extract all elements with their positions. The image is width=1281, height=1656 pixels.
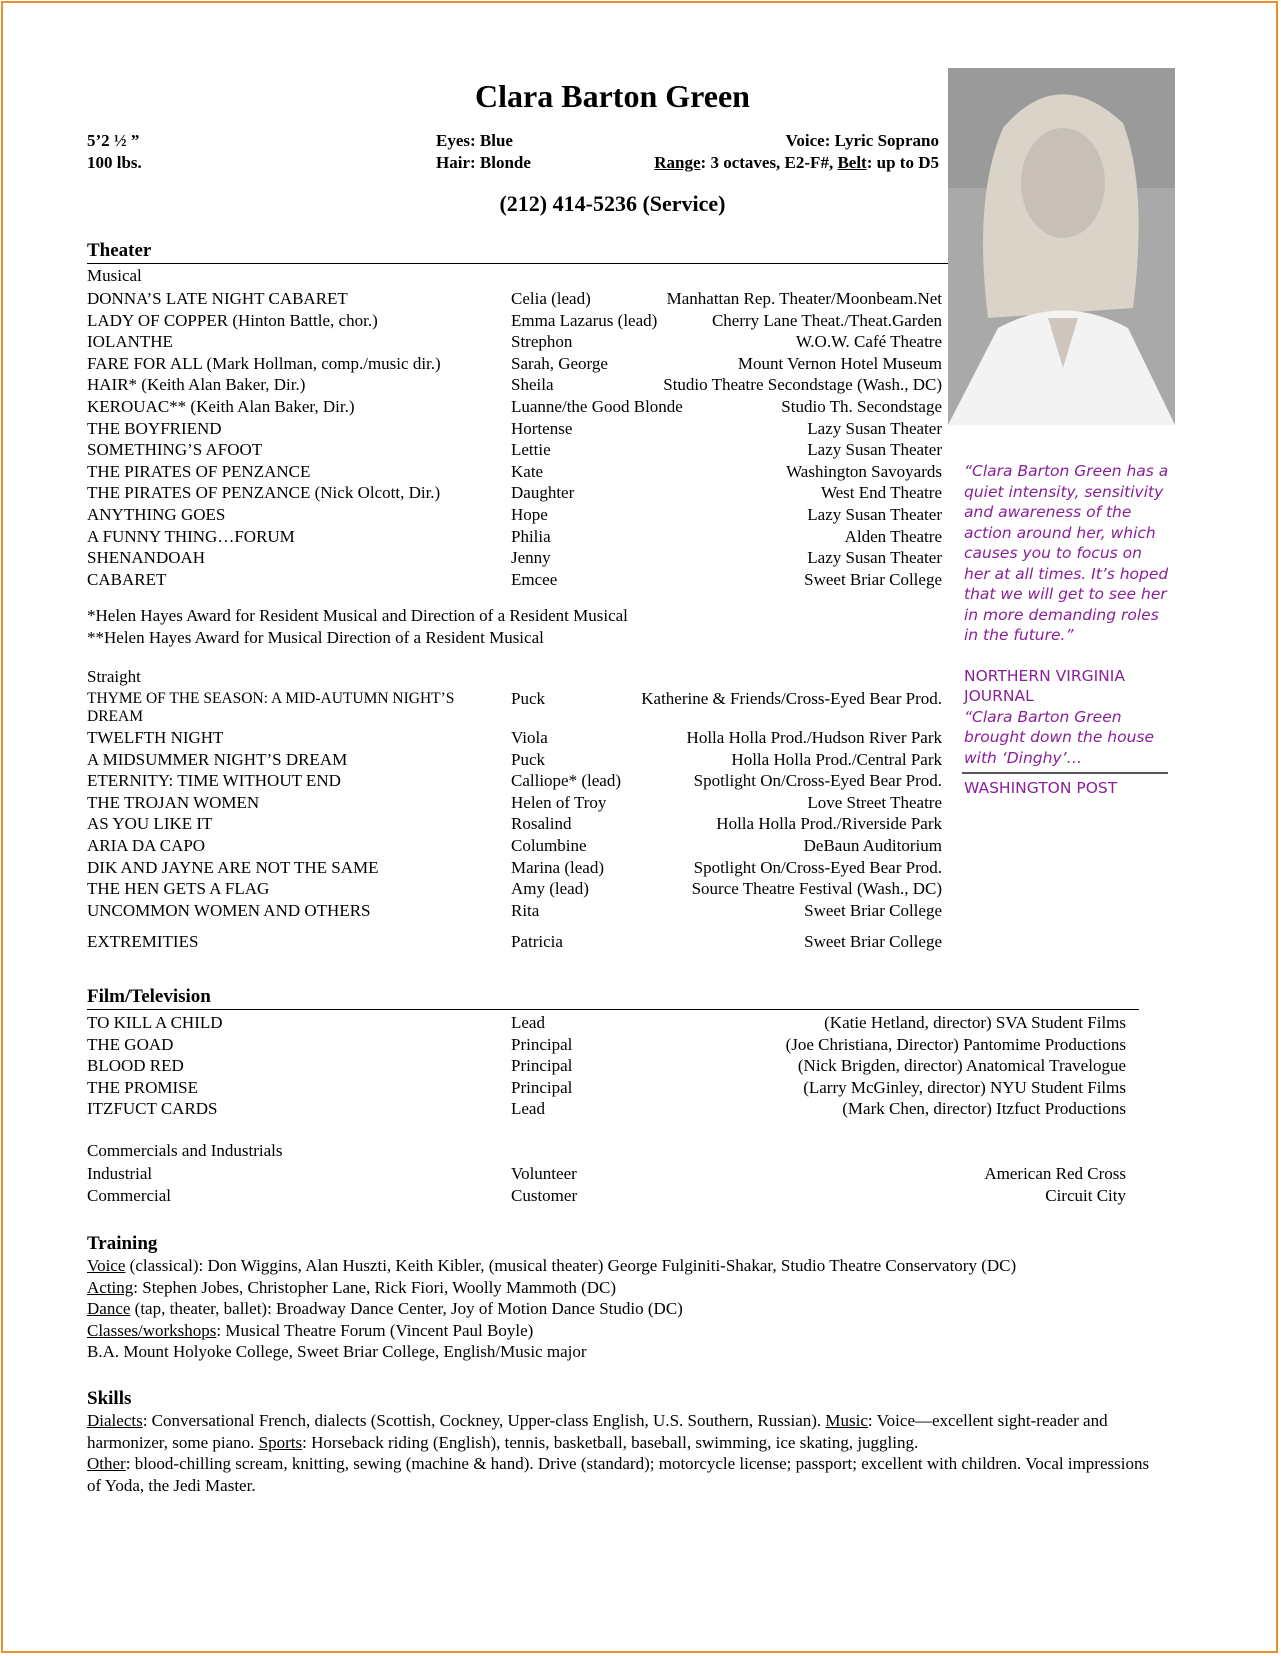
credit-title: SOMETHING’S AFOOT (87, 440, 263, 460)
credit-title: ARIA DA CAPO (87, 836, 206, 855)
other-text: : blood-chilling scream, knitting, sewing (machine & hand). Drive (standard); motorcycle license; passport; excellent with children. Vocal impressions of Yoda, the Jedi Master. (87, 1454, 1150, 1495)
credit-title: BLOOD RED (87, 1056, 184, 1076)
vocal-range (654, 153, 939, 173)
voice-label: Voice (87, 1256, 126, 1275)
credit-venue: Love Street Theatre (807, 792, 942, 812)
credit-venue: Sweet Briar College (804, 900, 942, 920)
belt-text: : up to D5 (866, 153, 939, 172)
credit-title-continued: DREAM (87, 708, 143, 725)
credit-title: CABARET (87, 569, 167, 589)
credit-title: FARE FOR ALL (Mark Hollman, comp./music dir.) (87, 353, 441, 373)
press-quotes (964, 461, 1170, 799)
quote-divider (962, 772, 1168, 774)
credit-title: HAIR* (Keith Alan Baker, Dir.) (87, 375, 306, 395)
credit-title: THYME OF THE SEASON: A MID-AUTUMN NIGHT’S (87, 690, 455, 707)
credit-role: Rita (511, 900, 540, 920)
credit-title: THE HEN GETS A FLAG (87, 879, 270, 899)
acting-label: Acting (87, 1277, 134, 1297)
voice-type: Voice: Lyric Soprano (785, 131, 939, 150)
eye-color: Eyes: Blue (436, 131, 513, 150)
credit-venue: Studio Theatre Secondstage (Wash., DC) (663, 375, 942, 395)
credit-venue: Manhattan Rep. Theater/Moonbeam.Net (666, 289, 942, 308)
credit-venue: Katherine & Friends/Cross-Eyed Bear Prod. (641, 689, 942, 708)
credit-venue: (Katie Hetland, director) SVA Student Films (824, 1013, 1126, 1032)
training-dance (87, 1298, 1157, 1320)
belt-label: Belt (837, 153, 867, 172)
credit-role: Patricia (511, 932, 563, 951)
headshot-image (948, 68, 1175, 425)
credit-title: EXTREMITIES (87, 932, 199, 951)
weight: 100 lbs. (87, 153, 142, 172)
credit-role: Jenny (511, 548, 551, 568)
credit-venue: Sweet Briar College (804, 932, 942, 951)
credit-title: KEROUAC** (Keith Alan Baker, Dir.) (87, 397, 355, 416)
headshot-photo (948, 68, 1175, 425)
credit-venue: Cherry Lane Theat./Theat.Garden (711, 310, 942, 330)
credit-role: Hope (511, 505, 548, 524)
credit-venue: (Nick Brigden, director) Anatomical Travelogue (797, 1056, 1126, 1076)
credit-role: Puck (511, 749, 545, 769)
credit-title: THE BOYFRIEND (87, 418, 222, 438)
other-label: Other (87, 1454, 126, 1473)
credit-role: Hortense (511, 418, 573, 438)
sports-label: Sports (258, 1432, 303, 1452)
credit-title: A FUNNY THING…FORUM (87, 526, 295, 546)
credit-venue: Spotlight On/Cross-Eyed Bear Prod. (693, 857, 942, 877)
credit-venue: Source Theatre Festival (Wash., DC) (691, 879, 942, 899)
credit-title: DIK AND JAYNE ARE NOT THE SAME (87, 857, 379, 877)
classes-text: : Musical Theatre Forum (Vincent Paul Boyle) (216, 1320, 534, 1340)
dance-label: Dance (87, 1299, 131, 1318)
credit-title: Commercial (87, 1185, 172, 1205)
music-label: Music (825, 1411, 868, 1430)
credit-title: DONNA’S LATE NIGHT CABARET (87, 289, 348, 308)
press-source-1: NORTHERN VIRGINIA JOURNAL (964, 666, 1125, 705)
credit-title: THE PIRATES OF PENZANCE (Nick Olcott, Dir.) (87, 483, 441, 503)
credit-role: Columbine (511, 836, 587, 855)
skills-text (87, 1410, 1162, 1496)
credit-title: THE PROMISE (87, 1077, 198, 1097)
credit-venue: Studio Th. Secondstage (781, 397, 942, 416)
credit-role: Amy (lead) (511, 879, 589, 899)
credit-role: Customer (511, 1185, 578, 1205)
credit-title: THE GOAD (87, 1034, 174, 1054)
actor-name: Clara Barton Green (475, 78, 750, 114)
music-text: : Voice—excellent sight-reader and harmonizer, some piano. (87, 1411, 1108, 1452)
credit-venue: Washington Savoyards (786, 461, 942, 481)
credit-role: Lead (511, 1099, 545, 1119)
credit-title: ETERNITY: TIME WITHOUT END (87, 771, 341, 791)
credit-venue: Sweet Briar College (804, 569, 942, 589)
education: B.A. Mount Holyoke College, Sweet Briar College, English/Music major (87, 1342, 587, 1361)
skills-heading: Skills (87, 1388, 132, 1409)
credit-venue: (Larry McGinley, director) NYU Student Films (803, 1077, 1126, 1097)
theater-heading: Theater (87, 240, 152, 261)
phone-number: (212) 414-5236 (Service) (499, 191, 726, 216)
credit-role: Puck (511, 689, 545, 708)
height: 5’2 ½ ” (87, 131, 140, 150)
credit-venue: West End Theatre (820, 483, 942, 503)
credit-role: Strephon (511, 332, 573, 352)
credit-venue: Lazy Susan Theater (807, 440, 942, 460)
film-heading: Film/Television (87, 986, 211, 1007)
range-text: : 3 octaves, E2-F#, (700, 153, 838, 172)
credit-venue: Holla Holla Prod./Hudson River Park (686, 728, 942, 747)
credit-role: Rosalind (511, 814, 572, 834)
credit-venue: Holla Holla Prod./Central Park (731, 749, 942, 769)
credit-venue: American Red Cross (984, 1164, 1126, 1183)
dialects-text: : Conversational French, dialects (Scottish, Cockney, Upper-class English, U.S. Southern, Russian). (142, 1411, 826, 1430)
acting-text: : Stephen Jobes, Christopher Lane, Rick Fiori, Woolly Mammoth (DC) (133, 1277, 617, 1297)
dialects-label: Dialects (87, 1411, 143, 1430)
sports-text: : Horseback riding (English), tennis, basketball, baseball, swimming, ice skating, juggling. (302, 1432, 919, 1452)
credit-role: Emma Lazarus (lead) (511, 310, 658, 330)
credit-venue: (Mark Chen, director) Itzfuct Productions (842, 1099, 1126, 1119)
credit-role: Lead (511, 1013, 545, 1032)
credit-role: Celia (lead) (511, 289, 591, 308)
credit-title: TWELFTH NIGHT (87, 728, 224, 747)
press-quote-2: “Clara Barton Green brought down the house with ‘Dinghy’… (964, 707, 1155, 767)
credit-role: Philia (511, 526, 551, 546)
credit-title: TO KILL A CHILD (87, 1013, 223, 1032)
credit-role: Marina (lead) (511, 857, 604, 877)
credit-role: Daughter (511, 483, 575, 503)
credit-title: LADY OF COPPER (Hinton Battle, chor.) (87, 310, 378, 330)
credit-title: A MIDSUMMER NIGHT’S DREAM (87, 749, 348, 769)
hair-color: Hair: Blonde (436, 153, 531, 172)
credit-role: Luanne/the Good Blonde (511, 397, 683, 416)
theater-rule (87, 263, 948, 264)
credit-role: Calliope* (lead) (511, 771, 621, 791)
credit-venue: Lazy Susan Theater (807, 418, 942, 438)
credit-role: Principal (511, 1056, 573, 1076)
credit-role: Emcee (511, 569, 558, 589)
press-quote-1: “Clara Barton Green has a quiet intensity, sensitivity and awareness of the action around her, which causes you to focus on her at all times. It’s hoped that we will get to see her in more demanding roles in the future.” (964, 462, 1169, 644)
credit-venue: (Joe Christiana, Director) Pantomime Productions (785, 1034, 1126, 1054)
classes-label: Classes/workshops (87, 1320, 217, 1340)
credit-venue: Alden Theatre (844, 526, 942, 546)
musical-label: Musical (87, 266, 142, 285)
film-rule (87, 1009, 1139, 1010)
credit-role: Kate (511, 461, 544, 481)
credit-title: ITZFUCT CARDS (87, 1099, 218, 1119)
credit-title: ANYTHING GOES (87, 505, 226, 524)
training-voice (87, 1255, 1157, 1277)
credit-role: Principal (511, 1034, 573, 1054)
voice-text: (classical): Don Wiggins, Alan Huszti, Keith Kibler, (musical theater) George Fulginiti-Shakar, Studio Theatre Conservatory (DC) (125, 1256, 1017, 1275)
credit-role: Viola (511, 728, 548, 747)
credit-title: UNCOMMON WOMEN AND OTHERS (87, 900, 371, 920)
credit-title: IOLANTHE (87, 332, 173, 352)
credit-title: AS YOU LIKE IT (87, 814, 213, 834)
press-source-2: WASHINGTON POST (964, 779, 1118, 797)
training-list (87, 1255, 1157, 1363)
award-note-2: **Helen Hayes Award for Musical Direction of a Resident Musical (87, 628, 544, 647)
credit-venue: W.O.W. Café Theatre (795, 332, 942, 352)
training-classes (87, 1320, 1157, 1342)
credit-role: Helen of Troy (511, 792, 607, 812)
credit-venue: Lazy Susan Theater (807, 505, 942, 524)
straight-label: Straight (87, 667, 141, 686)
credit-role: Sheila (511, 375, 554, 395)
range-label: Range (654, 153, 701, 172)
credit-role: Principal (511, 1077, 573, 1097)
credit-venue: Circuit City (1045, 1185, 1126, 1205)
credit-role: Sarah, George (511, 353, 608, 373)
credit-role: Volunteer (511, 1164, 577, 1183)
credit-venue: Spotlight On/Cross-Eyed Bear Prod. (693, 771, 942, 791)
commercials-label: Commercials and Industrials (87, 1141, 283, 1160)
credit-venue: Mount Vernon Hotel Museum (737, 353, 942, 373)
credit-title: THE PIRATES OF PENZANCE (87, 461, 311, 481)
training-heading: Training (87, 1233, 158, 1254)
credit-venue: DeBaun Auditorium (803, 836, 942, 855)
award-note-1: *Helen Hayes Award for Resident Musical and Direction of a Resident Musical (87, 606, 628, 625)
dance-text: (tap, theater, ballet): Broadway Dance Center, Joy of Motion Dance Studio (DC) (130, 1299, 683, 1318)
credit-venue: Lazy Susan Theater (807, 548, 942, 568)
credit-role: Lettie (511, 440, 551, 460)
credit-title: SHENANDOAH (87, 548, 206, 568)
credit-venue: Holla Holla Prod./Riverside Park (716, 814, 942, 834)
training-acting (87, 1277, 1157, 1299)
credit-title: Industrial (87, 1164, 153, 1183)
credit-title: THE TROJAN WOMEN (87, 792, 260, 812)
